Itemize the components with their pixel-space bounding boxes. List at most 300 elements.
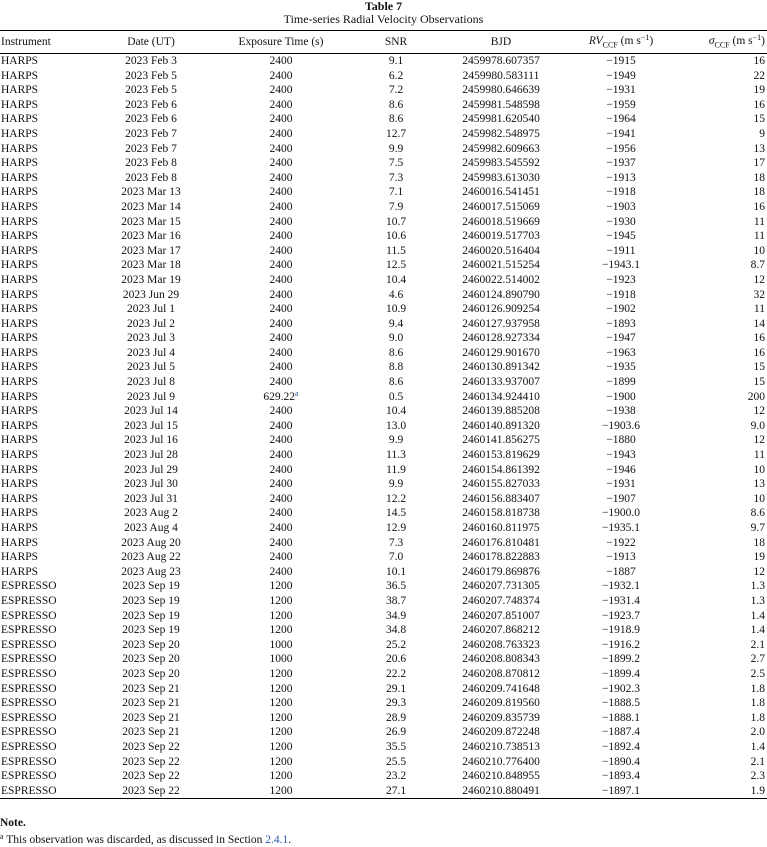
cell-date-value: 2023 Aug 2: [124, 507, 178, 520]
cell-snr: [351, 638, 441, 653]
cell-sigma-value: 1.3: [750, 594, 765, 607]
cell-bjd: [441, 54, 561, 69]
table-row: [0, 375, 767, 390]
cell-bjd-value: 2460022.514002: [462, 273, 540, 286]
cell-snr: [351, 725, 441, 740]
table-row: [0, 215, 767, 230]
cell-exposure: [211, 404, 351, 419]
cell-sigma: [681, 565, 767, 580]
cell-exposure-value: 1200: [269, 711, 293, 724]
cell-snr: [351, 127, 441, 142]
sigma-symbol: σ: [708, 34, 715, 47]
cell-instrument-value: ESPRESSO: [1, 667, 57, 680]
cell-instrument-value: ESPRESSO: [1, 770, 57, 783]
cell-rv-value: −1918.9: [601, 624, 641, 637]
cell-bjd-value: 2460208.870812: [462, 667, 540, 680]
cell-rv: [561, 755, 681, 770]
cell-rv-value: −1945: [606, 230, 636, 243]
cell-snr: [351, 331, 441, 346]
table-row: [0, 98, 767, 113]
cell-snr-value: 7.9: [388, 200, 404, 213]
cell-bjd-value: 2460207.868212: [462, 624, 540, 637]
cell-rv: [561, 273, 681, 288]
cell-date-value: 2023 Feb 8: [125, 171, 177, 184]
cell-sigma-value: 10: [753, 244, 765, 257]
table-row: [0, 609, 767, 624]
cell-snr: [351, 755, 441, 770]
cell-rv: [561, 682, 681, 697]
cell-bjd: [441, 69, 561, 84]
cell-rv-value: −1935: [606, 361, 636, 374]
cell-exposure-value: 2400: [269, 127, 293, 140]
cell-exposure-value: 2400: [269, 273, 293, 286]
cell-date-value: 2023 Sep 19: [122, 609, 180, 622]
cell-bjd: [441, 521, 561, 536]
cell-sigma: [681, 609, 767, 624]
table-row: [0, 273, 767, 288]
cell-exposure-value: 2400: [269, 565, 293, 578]
cell-rv-value: −1963: [606, 346, 636, 359]
cell-snr-value: 10.9: [385, 303, 407, 316]
header-bjd: BJD: [490, 36, 512, 48]
cell-exposure-value: 2400: [269, 346, 293, 359]
cell-bjd-value: 2460017.515069: [462, 200, 540, 213]
cell-instrument-value: HARPS: [1, 522, 39, 534]
cell-exposure: [211, 419, 351, 434]
cell-date: [91, 127, 211, 142]
cell-exposure-value: 2400: [269, 376, 293, 389]
cell-sigma: [681, 229, 767, 244]
cell-bjd: [441, 433, 561, 448]
cell-instrument-value: HARPS: [1, 230, 39, 243]
cell-rv-value: −1964: [606, 113, 636, 126]
cell-date: [91, 463, 211, 478]
cell-snr-value: 4.6: [388, 288, 404, 301]
cell-snr-value: 38.7: [385, 594, 407, 607]
cell-date: [91, 112, 211, 127]
table-row: [0, 594, 767, 609]
cell-date: [91, 360, 211, 375]
cell-exposure-value: 2400: [269, 507, 293, 520]
cell-sigma: [681, 360, 767, 375]
cell-instrument: [0, 112, 91, 127]
cell-date: [91, 404, 211, 419]
cell-bjd-value: 2460210.880491: [462, 784, 540, 797]
cell-instrument: [0, 711, 91, 726]
cell-sigma: [681, 317, 767, 332]
cell-sigma-value: 19: [753, 84, 765, 97]
cell-instrument: [0, 463, 91, 478]
cell-rv: [561, 594, 681, 609]
cell-snr: [351, 142, 441, 157]
cell-instrument-value: HARPS: [1, 478, 39, 491]
cell-sigma: [681, 448, 767, 463]
cell-sigma: [681, 200, 767, 215]
cell-bjd: [441, 258, 561, 273]
cell-date: [91, 433, 211, 448]
cell-rv-value: −1911: [606, 244, 636, 257]
table-row: [0, 652, 767, 667]
cell-snr-value: 25.5: [385, 755, 407, 768]
cell-sigma: [681, 419, 767, 434]
cell-rv: [561, 784, 681, 799]
cell-date-value: 2023 Feb 6: [125, 113, 177, 126]
cell-bjd: [441, 215, 561, 230]
cell-instrument: [0, 185, 91, 200]
cell-snr-value: 29.3: [385, 697, 407, 710]
cell-instrument: [0, 594, 91, 609]
cell-instrument-value: ESPRESSO: [1, 594, 57, 607]
cell-sigma: [681, 433, 767, 448]
cell-exposure-value: 2400: [269, 434, 293, 447]
table-label: Table 7: [364, 0, 403, 13]
cell-date-value: 2023 Jul 31: [124, 492, 178, 505]
cell-date-value: 2023 Mar 17: [121, 244, 181, 257]
cell-instrument: [0, 317, 91, 332]
table-row: [0, 317, 767, 332]
cell-date: [91, 419, 211, 434]
cell-bjd: [441, 477, 561, 492]
cell-exposure-value: 1200: [269, 682, 293, 695]
cell-snr-value: 12.5: [385, 259, 407, 272]
cell-sigma: [681, 740, 767, 755]
cell-instrument-value: HARPS: [1, 405, 39, 418]
cell-snr: [351, 740, 441, 755]
cell-bjd-value: 2459981.620540: [462, 113, 540, 126]
header-snr: SNR: [384, 36, 408, 48]
cell-date: [91, 156, 211, 171]
cell-sigma-value: 9.0: [750, 419, 765, 432]
table-row: [0, 288, 767, 303]
cell-snr: [351, 54, 441, 69]
cell-date-value: 2023 Aug 23: [121, 565, 181, 578]
cell-sigma-value: 11: [753, 303, 765, 316]
cell-sigma: [681, 784, 767, 799]
table-row: [0, 623, 767, 638]
cell-exposure: [211, 433, 351, 448]
cell-snr-value: 11.9: [386, 463, 406, 476]
note-text: [0, 830, 291, 847]
cell-instrument-value: HARPS: [1, 565, 39, 578]
cell-bjd: [441, 623, 561, 638]
cell-snr-value: 12.2: [385, 492, 407, 505]
section-link[interactable]: 2.4.1: [265, 834, 289, 846]
cell-bjd-value: 2460156.883407: [462, 492, 540, 505]
cell-instrument-value: ESPRESSO: [1, 682, 57, 695]
cell-exposure-value: 2400: [269, 230, 293, 243]
cell-snr-value: 8.6: [388, 376, 404, 389]
cell-exposure: [211, 127, 351, 142]
cell-exposure-value: 2400: [269, 244, 293, 257]
cell-instrument: [0, 740, 91, 755]
table-note: [0, 817, 291, 847]
cell-bjd-value: 2460160.811975: [462, 522, 540, 534]
cell-bjd: [441, 550, 561, 565]
cell-date-value: 2023 Jul 29: [124, 463, 178, 476]
cell-date: [91, 317, 211, 332]
cell-sigma-value: 16: [753, 332, 765, 345]
cell-sigma: [681, 711, 767, 726]
cell-rv: [561, 346, 681, 361]
cell-date: [91, 784, 211, 799]
cell-rv: [561, 302, 681, 317]
cell-snr: [351, 419, 441, 434]
cell-snr-value: 26.9: [385, 726, 407, 739]
cell-bjd-value: 2460128.927334: [462, 332, 540, 345]
cell-sigma: [681, 258, 767, 273]
table-row: [0, 536, 767, 551]
cell-instrument: [0, 652, 91, 667]
cell-rv: [561, 711, 681, 726]
cell-sigma-value: 1.4: [750, 740, 765, 753]
cell-snr-value: 0.5: [388, 390, 404, 403]
cell-date-value: 2023 Jul 9: [127, 390, 175, 403]
cell-bjd: [441, 171, 561, 186]
cell-rv: [561, 258, 681, 273]
cell-snr: [351, 682, 441, 697]
cell-bjd: [441, 127, 561, 142]
cell-sigma-value: 15: [753, 113, 765, 126]
cell-exposure: [211, 258, 351, 273]
note-body: This observation was discarded, as discussed in Section: [3, 834, 266, 846]
cell-sigma: [681, 536, 767, 551]
cell-snr-value: 11.3: [386, 449, 406, 462]
cell-date-value: 2023 Jul 16: [124, 434, 178, 447]
cell-snr: [351, 477, 441, 492]
cell-sigma-value: 15: [753, 361, 765, 374]
cell-snr-value: 9.9: [388, 434, 404, 447]
cell-rv-value: −1937: [606, 157, 636, 170]
table-caption: [0, 0, 767, 26]
cell-bjd: [441, 142, 561, 157]
cell-instrument: [0, 536, 91, 551]
cell-snr: [351, 448, 441, 463]
cell-exposure-value: 2400: [269, 215, 293, 228]
cell-sigma: [681, 623, 767, 638]
cell-snr-value: 9.0: [388, 332, 404, 345]
cell-bjd: [441, 565, 561, 580]
cell-bjd-value: 2460126.909254: [462, 303, 540, 316]
cell-exposure: [211, 506, 351, 521]
cell-instrument: [0, 667, 91, 682]
table-row: [0, 360, 767, 375]
cell-instrument: [0, 244, 91, 259]
cell-date: [91, 390, 211, 405]
table-row: [0, 550, 767, 565]
cell-snr: [351, 404, 441, 419]
cell-snr-value: 12.9: [385, 522, 407, 534]
cell-bjd-value: 2460207.731305: [462, 580, 540, 593]
cell-exposure: [211, 521, 351, 536]
rv-unit: (m s: [617, 34, 641, 47]
cell-date-value: 2023 Jul 14: [124, 405, 178, 418]
cell-snr-value: 36.5: [385, 580, 407, 593]
cell-snr: [351, 156, 441, 171]
cell-bjd: [441, 638, 561, 653]
cell-rv-value: −1923: [606, 273, 636, 286]
cell-date-value: 2023 Feb 5: [125, 69, 177, 82]
cell-bjd: [441, 725, 561, 740]
cell-date-value: 2023 Jul 8: [127, 376, 175, 389]
cell-date-value: 2023 Sep 22: [122, 770, 180, 783]
cell-bjd-value: 2460207.748374: [462, 594, 540, 607]
table-row: [0, 492, 767, 507]
cell-exposure: [211, 200, 351, 215]
cell-instrument-value: HARPS: [1, 157, 39, 170]
cell-sigma-value: 200: [747, 390, 765, 403]
table-row: [0, 112, 767, 127]
cell-exposure-value: 2400: [269, 171, 293, 184]
cell-bjd-value: 2459983.545592: [462, 157, 540, 170]
cell-date-value: 2023 Sep 19: [122, 580, 180, 593]
cell-sigma: [681, 521, 767, 536]
cell-sigma-value: 11: [753, 230, 765, 243]
cell-snr-value: 9.1: [388, 55, 404, 67]
cell-rv: [561, 156, 681, 171]
cell-date-value: 2023 Jul 4: [127, 346, 175, 359]
cell-date-value: 2023 Mar 18: [121, 259, 181, 272]
cell-snr: [351, 784, 441, 799]
cell-date: [91, 375, 211, 390]
cell-snr-value: 34.8: [385, 624, 407, 637]
cell-sigma-value: 13: [753, 142, 765, 155]
cell-bjd-value: 2460208.763323: [462, 638, 540, 651]
cell-exposure-value: 1200: [269, 726, 293, 739]
cell-instrument: [0, 755, 91, 770]
sigma-unit: (m s: [729, 34, 753, 47]
table-row: [0, 302, 767, 317]
cell-date-value: 2023 Mar 14: [121, 200, 181, 213]
table-row: [0, 69, 767, 84]
cell-snr-value: 9.4: [388, 317, 404, 330]
cell-instrument: [0, 302, 91, 317]
cell-sigma: [681, 696, 767, 711]
cell-exposure-value: 2400: [269, 69, 293, 82]
cell-sigma: [681, 755, 767, 770]
cell-instrument-value: HARPS: [1, 376, 39, 389]
cell-instrument: [0, 142, 91, 157]
cell-snr-value: 20.6: [385, 653, 407, 666]
cell-exposure-value: 629.22: [263, 390, 296, 403]
cell-instrument-value: ESPRESSO: [1, 755, 57, 768]
cell-date: [91, 609, 211, 624]
cell-sigma: [681, 215, 767, 230]
table-row: [0, 477, 767, 492]
cell-sigma: [681, 652, 767, 667]
cell-snr-value: 35.5: [385, 740, 407, 753]
cell-rv-value: −1899: [606, 376, 636, 389]
header-date: Date (UT): [127, 36, 175, 48]
cell-bjd-value: 2460154.861392: [462, 463, 540, 476]
cell-date: [91, 521, 211, 536]
cell-snr-value: 28.9: [385, 711, 407, 724]
cell-exposure: [211, 244, 351, 259]
cell-bjd-value: 2460130.891342: [462, 361, 540, 374]
cell-snr-value: 29.1: [385, 682, 407, 695]
cell-sigma: [681, 98, 767, 113]
cell-date: [91, 244, 211, 259]
cell-bjd: [441, 83, 561, 98]
cell-sigma-value: 9: [759, 127, 765, 140]
cell-instrument: [0, 404, 91, 419]
cell-date-value: 2023 Mar 15: [121, 215, 181, 228]
cell-rv-value: −1941: [606, 127, 636, 140]
cell-sigma: [681, 273, 767, 288]
cell-snr: [351, 185, 441, 200]
cell-date: [91, 652, 211, 667]
cell-instrument-value: HARPS: [1, 142, 39, 155]
cell-rv: [561, 112, 681, 127]
cell-bjd-value: 2460020.516404: [462, 244, 540, 257]
cell-date: [91, 696, 211, 711]
table-row: [0, 156, 767, 171]
cell-exposure-value: 2400: [269, 332, 293, 345]
footnote-marker[interactable]: a: [295, 388, 299, 398]
cell-snr-value: 22.2: [385, 667, 407, 680]
cell-exposure: [211, 273, 351, 288]
cell-exposure: [211, 740, 351, 755]
cell-bjd-value: 2460155.827033: [462, 478, 540, 491]
cell-rv: [561, 69, 681, 84]
table-row: [0, 682, 767, 697]
cell-exposure-value: 2400: [269, 84, 293, 97]
cell-rv: [561, 652, 681, 667]
cell-instrument: [0, 769, 91, 784]
cell-snr: [351, 623, 441, 638]
cell-snr: [351, 317, 441, 332]
cell-snr: [351, 521, 441, 536]
table-row: [0, 448, 767, 463]
cell-date: [91, 273, 211, 288]
cell-sigma-value: 18: [753, 186, 765, 199]
cell-snr: [351, 667, 441, 682]
cell-instrument: [0, 638, 91, 653]
cell-rv-value: −1932.1: [601, 580, 641, 593]
cell-instrument: [0, 696, 91, 711]
cell-exposure: [211, 711, 351, 726]
cell-exposure-value: 2400: [269, 200, 293, 213]
cell-exposure-value: 1200: [269, 740, 293, 753]
table-row: [0, 725, 767, 740]
cell-date: [91, 346, 211, 361]
cell-bjd: [441, 156, 561, 171]
cell-sigma-value: 12: [753, 434, 765, 447]
cell-sigma-value: 2.1: [750, 638, 765, 651]
cell-exposure-value: 1200: [269, 594, 293, 607]
cell-snr: [351, 288, 441, 303]
cell-exposure-value: 1200: [269, 755, 293, 768]
cell-rv: [561, 229, 681, 244]
cell-exposure: [211, 215, 351, 230]
cell-sigma-value: 2.7: [750, 653, 765, 666]
cell-bjd: [441, 609, 561, 624]
cell-sigma-value: 12: [753, 405, 765, 418]
cell-rv: [561, 609, 681, 624]
cell-instrument: [0, 375, 91, 390]
cell-rv-value: −1897.1: [601, 784, 641, 797]
cell-date-value: 2023 Aug 20: [121, 536, 181, 549]
cell-sigma-value: 32: [753, 288, 765, 301]
cell-bjd-value: 2460016.541451: [462, 186, 540, 199]
cell-instrument: [0, 69, 91, 84]
cell-snr: [351, 652, 441, 667]
cell-instrument: [0, 83, 91, 98]
cell-snr-value: 9.9: [388, 478, 404, 491]
cell-snr: [351, 171, 441, 186]
cell-bjd-value: 2460210.848955: [462, 770, 540, 783]
sigma-unit-close: ): [761, 34, 765, 47]
cell-date-value: 2023 Jul 5: [127, 361, 175, 374]
